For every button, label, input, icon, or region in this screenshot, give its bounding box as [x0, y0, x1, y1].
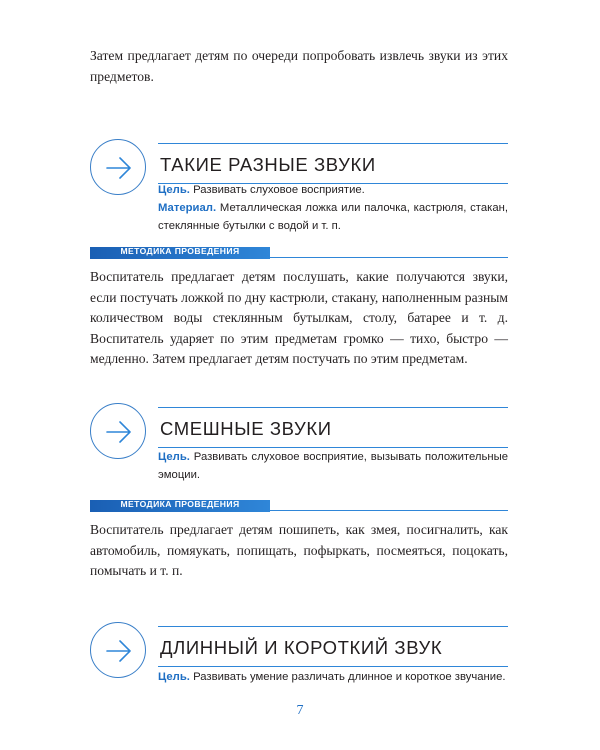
- title-rule-top: [158, 143, 508, 144]
- exercise-title: ТАКИЕ РАЗНЫЕ ЗВУКИ: [160, 154, 376, 175]
- exercise-title: ДЛИННЫЙ И КОРОТКИЙ ЗВУК: [160, 637, 443, 658]
- goal-label: Цель.: [158, 671, 190, 683]
- exercise-title: СМЕШНЫЕ ЗВУКИ: [160, 418, 332, 439]
- exercise-meta-1: [158, 181, 508, 235]
- goal-text: Развивать умение различать длинное и короткое звучание.: [189, 671, 506, 683]
- method-badge-label: МЕТОДИКА ПРОВЕДЕНИЯ: [120, 499, 240, 509]
- method-paragraph: Воспитатель предлагает детям пошипеть, как змея, посигналить, как автомобиль, помяукать, попищать, пофыркать, посмеяться, поцокать, помычать и т. п.: [90, 522, 508, 578]
- goal-label: Цель.: [158, 451, 190, 463]
- arrow-right-circle-icon: [90, 139, 146, 195]
- arrow-right-circle-icon: [90, 403, 146, 459]
- title-rule-top: [158, 407, 508, 408]
- arrow-right-circle-icon: [90, 622, 146, 678]
- intro-paragraph: Затем предлагает детям по очереди попробовать извлечь звуки из этих предметов.: [90, 48, 508, 84]
- goal-line: [158, 181, 508, 199]
- goal-text: Развивать слуховое восприятие.: [189, 184, 365, 196]
- exercise-meta-2: [158, 448, 508, 484]
- exercise-meta-3: [158, 668, 508, 686]
- material-line: [158, 199, 508, 235]
- goal-text: Развивать слуховое восприятие, вызывать положительные эмоции.: [158, 451, 508, 481]
- page-number: 7: [296, 703, 304, 718]
- method-paragraph: Воспитатель предлагает детям послушать, какие получаются звуки, если постучать ложкой по дну кастрюли, стакану, наполненным разным количеством воды стеклянным бутылкам, столу, батарее и т. д. Воспитатель ударяет по этим предметам громко — тихо, быстро — медленно. Затем предлагает детям постучать по этим предметам.: [90, 269, 508, 366]
- goal-line: [158, 668, 508, 686]
- method-badge: [90, 247, 270, 259]
- goal-line: [158, 448, 508, 484]
- method-badge-label: МЕТОДИКА ПРОВЕДЕНИЯ: [120, 246, 240, 256]
- title-rule-top: [158, 626, 508, 627]
- material-text: Металлическая ложка или палочка, кастрюля, стакан, стеклянные бутылки с водой и т. п.: [158, 202, 508, 232]
- goal-label: Цель.: [158, 184, 190, 196]
- method-badge: [90, 500, 270, 512]
- material-label: Материал.: [158, 202, 217, 214]
- title-rule-bottom: [158, 666, 508, 667]
